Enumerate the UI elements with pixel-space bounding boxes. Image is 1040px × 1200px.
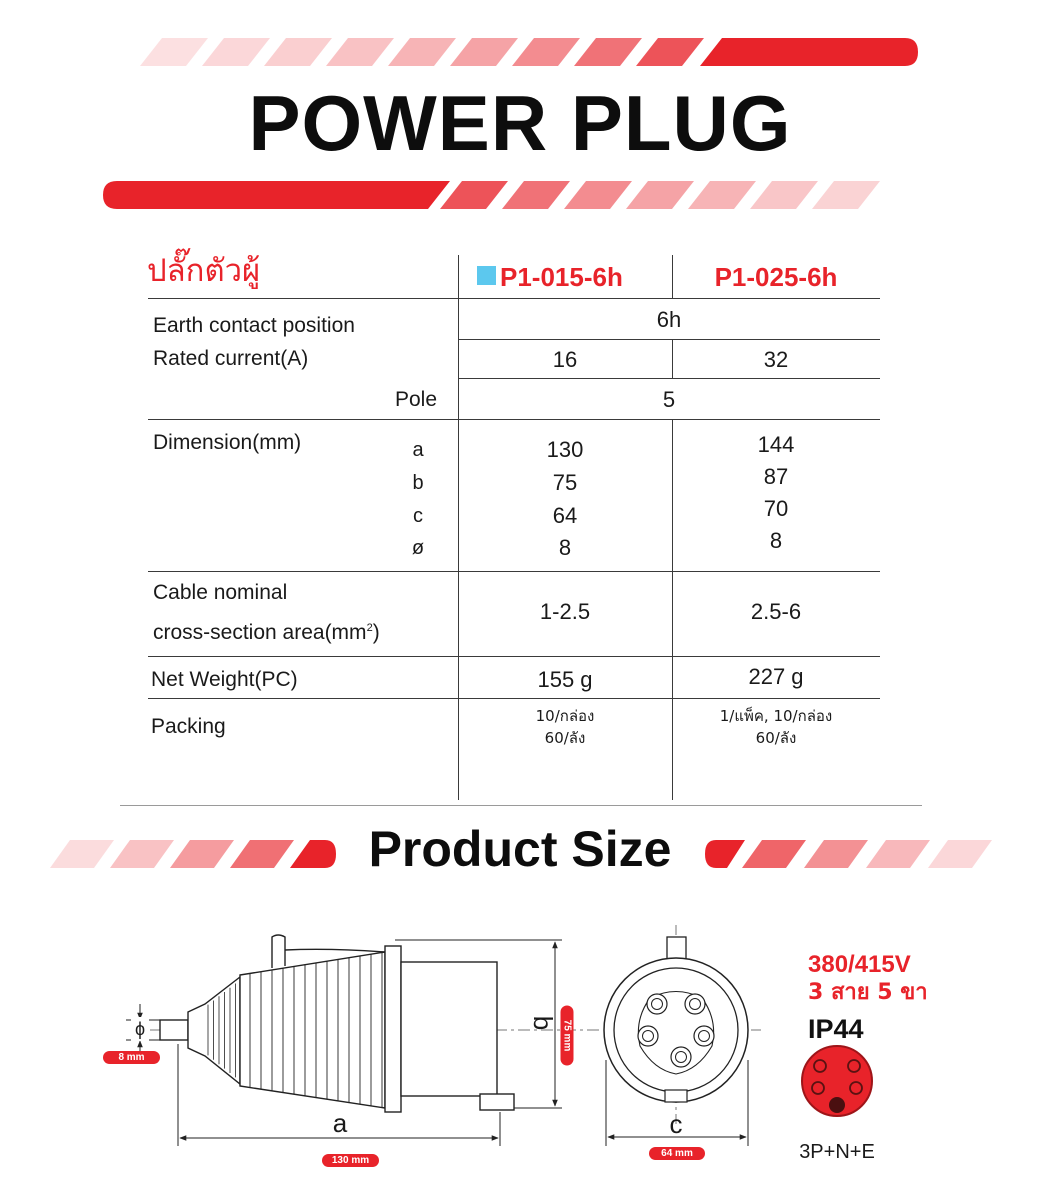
cable-label-superscript: 2 bbox=[366, 622, 373, 634]
table-rule bbox=[148, 698, 880, 699]
header-stripe-top bbox=[0, 38, 1040, 66]
pin-outer bbox=[647, 994, 667, 1014]
pin-outer bbox=[685, 994, 705, 1014]
front-outer-ring bbox=[604, 958, 748, 1102]
table-rule bbox=[148, 656, 880, 657]
phi-symbol: ϕ bbox=[131, 1017, 149, 1041]
dimension-a-model-1: 130 bbox=[546, 437, 584, 462]
plug-foot bbox=[480, 1094, 514, 1110]
badge-b: 75 mm bbox=[561, 1006, 574, 1066]
table-title: ปลั๊กตัวผู้ bbox=[147, 253, 261, 289]
section-divider bbox=[120, 805, 922, 806]
packing-model-2-line-2: 60/ลัง bbox=[755, 729, 797, 747]
plug-front-block bbox=[401, 962, 497, 1096]
dimension-letter-b: b bbox=[412, 472, 424, 494]
packing-label: Packing bbox=[151, 715, 226, 738]
plug-top-tab bbox=[272, 935, 285, 968]
stripe-slash bbox=[626, 181, 694, 209]
socket-earth-pin bbox=[829, 1097, 845, 1113]
dimension-letter-phi: ø bbox=[411, 537, 425, 559]
earth-contact-label: Earth contact position bbox=[153, 314, 355, 337]
stripe-slash bbox=[636, 38, 704, 66]
dim-letter-c: c bbox=[669, 1109, 683, 1139]
plug-body bbox=[240, 952, 385, 1108]
dimension-label: Dimension(mm) bbox=[153, 431, 302, 454]
cable-label-line-2 bbox=[153, 615, 380, 646]
table-rule bbox=[148, 298, 880, 299]
rated-current-model-2: 32 bbox=[763, 347, 789, 372]
earth-contact-value: 6h bbox=[656, 307, 682, 332]
plug-top-tab-shoulder bbox=[285, 949, 385, 952]
cable-label-line-1: Cable nominal bbox=[153, 581, 288, 604]
dimension-b-model-1: 75 bbox=[552, 470, 578, 495]
badge-a: 130 mm bbox=[322, 1154, 379, 1167]
stripe-solid bbox=[700, 38, 918, 66]
pole-value: 5 bbox=[662, 387, 676, 412]
stripe-slash bbox=[564, 181, 632, 209]
table-rule bbox=[148, 419, 880, 420]
table-rule bbox=[148, 571, 880, 572]
socket-5pin-icon bbox=[802, 1046, 872, 1116]
table-rule bbox=[458, 339, 880, 340]
stripe-slash bbox=[388, 38, 456, 66]
dimension-c-model-2: 70 bbox=[763, 496, 789, 521]
stripe-slash bbox=[140, 38, 208, 66]
packing-model-1-line-2: 60/ลัง bbox=[544, 729, 586, 747]
product-size-title: Product Size bbox=[368, 821, 672, 877]
net-weight-label: Net Weight(PC) bbox=[151, 668, 298, 691]
stripe-slash bbox=[512, 38, 580, 66]
cable-label-text: cross-section area(mm bbox=[153, 621, 367, 644]
dimension-letter-c: c bbox=[413, 505, 423, 527]
stripe-slash bbox=[450, 38, 518, 66]
front-top-tab bbox=[667, 937, 686, 959]
stripe-slash bbox=[326, 38, 394, 66]
pin-config-text: 3P+N+E bbox=[799, 1141, 875, 1163]
plug-side-view bbox=[160, 935, 514, 1112]
net-weight-model-2: 227 g bbox=[748, 664, 804, 689]
cable-label-close: ) bbox=[372, 621, 380, 644]
dimension-b-model-2: 87 bbox=[763, 464, 789, 489]
packing-model-2-line-1: 1/แพ็ค, 10/กล่อง bbox=[719, 707, 833, 725]
dimension-letter-a: a bbox=[412, 439, 424, 461]
pole-label: Pole bbox=[394, 388, 437, 411]
wiring-text: 3 สาย 5 ขา bbox=[808, 980, 928, 1005]
cable-stub bbox=[160, 1020, 188, 1040]
plug-collar bbox=[385, 946, 401, 1112]
socket-pin bbox=[850, 1082, 862, 1094]
socket-pin bbox=[814, 1060, 826, 1072]
column-divider bbox=[672, 255, 673, 298]
model-1-header: P1-015-6h bbox=[500, 262, 623, 292]
model-2-header: P1-025-6h bbox=[714, 262, 838, 292]
stripe-slash bbox=[812, 181, 880, 209]
dimension-a-model-2: 144 bbox=[757, 432, 795, 457]
plug-technical-drawing bbox=[0, 900, 1040, 1180]
stripe-solid bbox=[103, 181, 450, 209]
front-key-notch bbox=[665, 1090, 687, 1102]
stripe-slash bbox=[688, 181, 756, 209]
plug-cone bbox=[188, 977, 240, 1084]
badge-c: 64 mm bbox=[649, 1147, 705, 1160]
page-title: POWER PLUG bbox=[248, 79, 792, 167]
rated-current-label: Rated current(A) bbox=[153, 347, 309, 370]
stripe-slash bbox=[202, 38, 270, 66]
model-marker-icon bbox=[477, 266, 496, 285]
dimension-phi-model-2: 8 bbox=[769, 528, 783, 553]
net-weight-model-1: 155 g bbox=[537, 667, 593, 692]
cable-model-1: 1-2.5 bbox=[539, 599, 591, 624]
packing-model-1-line-1: 10/กล่อง bbox=[535, 707, 595, 725]
badge-phi: 8 mm bbox=[103, 1051, 160, 1064]
stripe-slash bbox=[440, 181, 508, 209]
dim-letter-b: b bbox=[528, 1015, 558, 1031]
header-stripe-bottom bbox=[0, 181, 1040, 209]
stripe-slash bbox=[264, 38, 332, 66]
dim-letter-a: a bbox=[332, 1108, 348, 1138]
pin-outer bbox=[671, 1047, 691, 1067]
pin-outer bbox=[694, 1026, 714, 1046]
dimension-c-model-1: 64 bbox=[552, 503, 578, 528]
stripe-slash bbox=[750, 181, 818, 209]
stripe-slash bbox=[502, 181, 570, 209]
rated-current-model-1: 16 bbox=[552, 347, 578, 372]
table-rule bbox=[458, 378, 880, 379]
cable-model-2: 2.5-6 bbox=[750, 599, 802, 624]
pin-outer bbox=[638, 1026, 658, 1046]
stripe-slash bbox=[574, 38, 642, 66]
ip-rating-text: IP44 bbox=[808, 1014, 864, 1044]
socket-pin bbox=[812, 1082, 824, 1094]
plug-front-view bbox=[604, 925, 764, 1125]
dimension-phi-model-1: 8 bbox=[558, 535, 572, 560]
voltage-text: 380/415V bbox=[808, 951, 911, 978]
socket-pin bbox=[848, 1060, 860, 1072]
